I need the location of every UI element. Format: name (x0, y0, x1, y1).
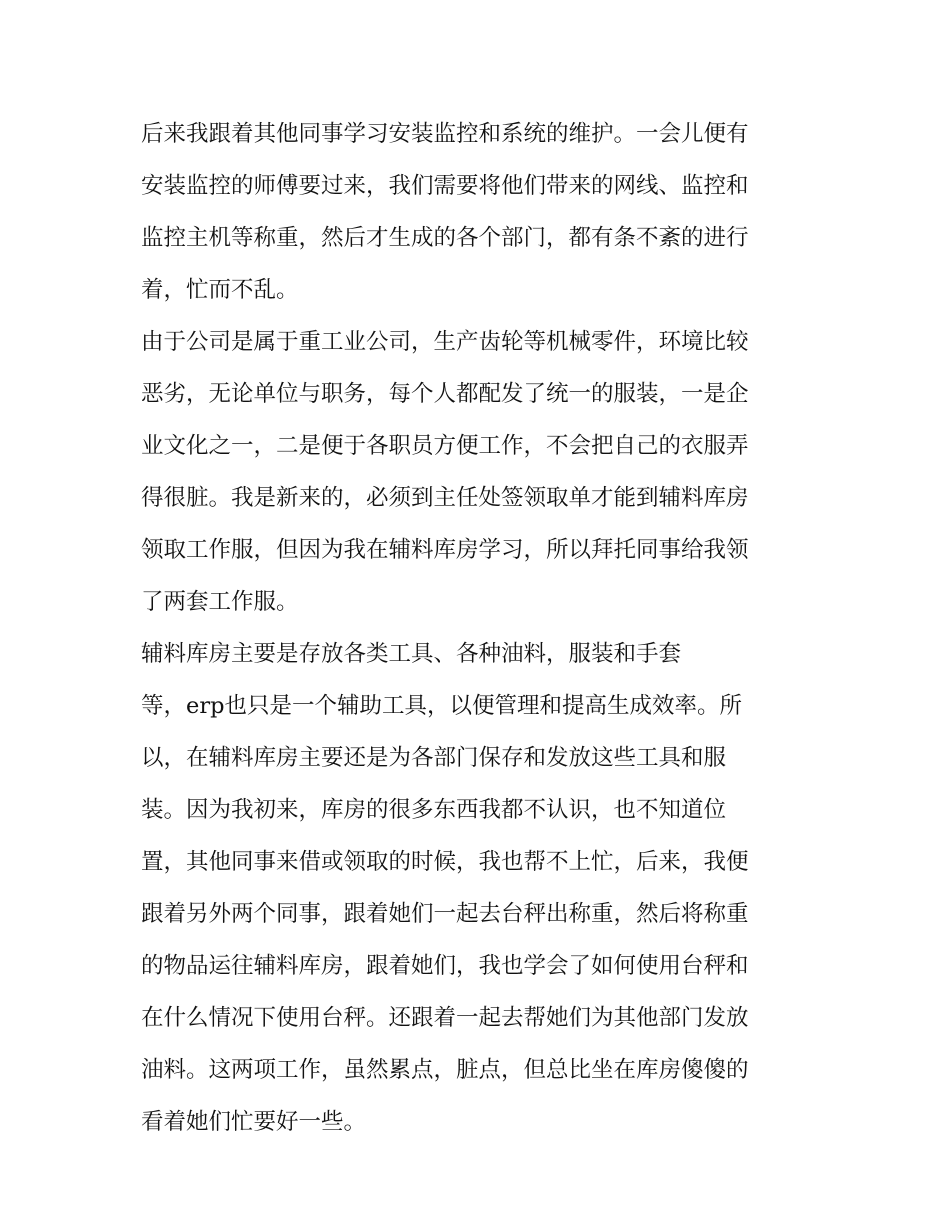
text-line: 装。因为我初来，库房的很多东西我都不认识，也不知道位 (141, 797, 727, 823)
text-line: 看着她们忙要好一些。 (141, 1109, 367, 1135)
text-line: 在什么情况下使用台秤。还跟着一起去帮她们为其他部门发放 (141, 1005, 749, 1031)
text-line: 置，其他同事来借或领取的时候，我也帮不上忙，后来，我便 (141, 849, 749, 875)
text-line: 恶劣，无论单位与职务，每个人都配发了统一的服装，一是企 (141, 381, 749, 407)
text-line: 跟着另外两个同事，跟着她们一起去台秤出称重，然后将称重 (141, 901, 749, 927)
text-line: 得很脏。我是新来的，必须到主任处签领取单才能到辅料库房 (141, 485, 749, 511)
text-line: 由于公司是属于重工业公司，生产齿轮等机械零件，环境比较 (141, 329, 749, 355)
body-text (141, 108, 821, 1148)
text-line: 以，在辅料库房主要还是为各部门保存和发放这些工具和服 (141, 745, 727, 771)
text-line: 监控主机等称重，然后才生成的各个部门，都有条不紊的进行 (141, 225, 749, 251)
text-line: 等，erp也只是一个辅助工具，以便管理和提高生成效率。所 (141, 693, 742, 719)
text-line: 辅料库房主要是存放各类工具、各种油料，服装和手套 (141, 641, 682, 667)
text-line: 领取工作服，但因为我在辅料库房学习，所以拜托同事给我领 (141, 537, 749, 563)
text-line: 着，忙而不乱。 (141, 277, 299, 303)
text-line: 安装监控的师傅要过来，我们需要将他们带来的网线、监控和 (141, 173, 749, 199)
text-line: 业文化之一，二是便于各职员方便工作，不会把自己的衣服弄 (141, 433, 749, 459)
text-line: 油料。这两项工作，虽然累点，脏点，但总比坐在库房傻傻的 (141, 1057, 749, 1083)
text-line: 的物品运往辅料库房，跟着她们，我也学会了如何使用台秤和 (141, 953, 749, 979)
text-line: 后来我跟着其他同事学习安装监控和系统的维护。一会儿便有 (141, 121, 749, 147)
text-line: 了两套工作服。 (141, 589, 299, 615)
